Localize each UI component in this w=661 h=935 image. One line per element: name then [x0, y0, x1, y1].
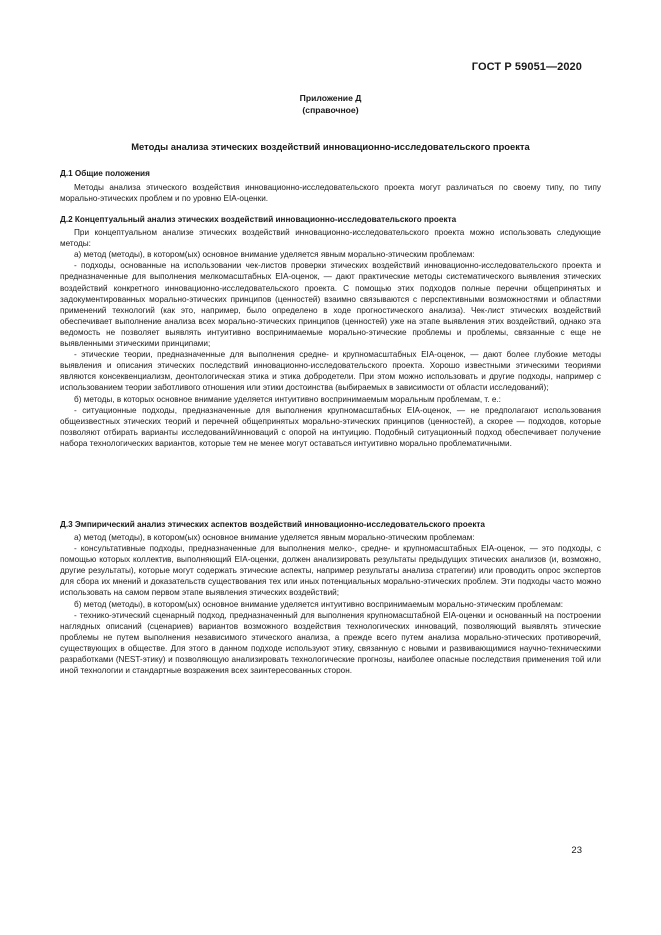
standard-number: ГОСТ Р 59051—2020: [471, 61, 582, 73]
section-heading: Д.2 Концептуальный анализ этических воздействий инновационно-исследовательского проекта: [60, 215, 457, 224]
paragraph: - ситуационные подходы, предназначенные для выполнения крупномасштабных EIA-оценок, — не предполагают использования общеизвестных этических теорий и перечней общепринятых морально-этических принципов (ценностей), а скорее — подходов, которые позволяют отбирать варианты исследований/инноваций с опорой на интуицию. Подобный ситуационный подход обеспечивает получение набора технологических вариантов, которые тем не менее могут оставаться интуитивно морально проблематичными.: [60, 405, 601, 448]
appendix-title: Приложение Д: [299, 93, 362, 103]
paragraph: - подходы, основанные на использовании чек-листов проверки этических воздействий инновационно-исследовательского проекта и предназначенные для выполнения мелкомасштабных EIA-оценок, — дают практические методы систематического выявления этических воздействий конкретного инновационно-исследовательского проекта. С помощью этих подходов полные перечни общепринятых и задокументированных морально-этических принципов (ценностей) взаимно связываются с перспективными возможностями и областями применений технологий (как это, например, было определено в ходе прогностического анализа). Чек-лист этических воздействий обеспечивает выполнение анализа всех морально-этических принципов (ценностей) уже на этапе выявления этих воздействий, однако эта ведомость не позволяет выявлять интуитивно воспринимаемые морально-этические проблемы и проблемы, связанные с еще не выявленными этическими принципами;: [60, 261, 601, 349]
document-title: Методы анализа этических воздействий инновационно-исследовательского проекта: [131, 141, 530, 152]
paragraph: При концептуальном анализе этических воздействий инновационно-исследовательского проекта можно использовать следующие методы:: [60, 228, 601, 249]
page-number: 23: [571, 845, 582, 856]
paragraph: - технико-этический сценарный подход, предназначенный для выполнения крупномасштабной EIA-оценки и основанный на построении наглядных описаний (сценариев) вариантов возможного воздействия технологических инноваций, позволяющий выявлять этические проблемы не путем выполнения независимого этического анализа, а прежде всего путем анализа морально-этических противоречий, существующих в обществе. Для этого в данном подходе используют этику, связанную с новыми и развивающимися научно-техническими разработками (NEST-этику) и позволяющую анализировать технологические прогнозы, наиболее опасные последствия применения той или иной технологии и стандартные возражения всех заинтересованных сторон.: [60, 610, 601, 676]
paragraph: - этические теории, предназначенные для выполнения средне- и крупномасштабных EIA-оценок, — дают более глубокие методы выявления и описания этических последствий инновационно-исследовательского проекта. Хорошо известными этическими теориями являются консеквенциализм, деонтологическая этика и этика добродетели. При этом можно использовать и другие подходы, например с использованием теории заботливого отношения или этики достоинства (выбираемых в зависимости от области исследований);: [60, 350, 601, 393]
paragraph: б) методы, в которых основное внимание уделяется интуитивно воспринимаемым моральным проблемам, т. е.:: [74, 394, 501, 404]
appendix-note: (справочное): [302, 105, 359, 115]
paragraph: - консультативные подходы, предназначенные для выполнения мелко-, средне- и крупномасштабных EIA-оценок, — это подходы, с помощью которых коллектив, выполняющий EIA-оценки, должен анализировать результаты предыдущих этических анализов (и, возможно, другие результаты), которые могут содержать этические аспекты, например результаты анализа стратегии) или проводить опрос экспертов для сбора их мнений и доказательств существования тех или иных потенциальных морально-этических проблем. Эти подходы часто можно использовать на самом первом этапе выявления этических воздействий;: [60, 544, 601, 598]
section-heading: Д.1 Общие положения: [60, 169, 150, 178]
section-d3: [60, 519, 601, 676]
section-d2: [60, 214, 601, 449]
paragraph: б) метод (методы), в котором(ых) основное внимание уделяется интуитивно воспринимаемым морально-этическим проблемам:: [74, 599, 564, 609]
paragraph: а) метод (методы), в котором(ых) основное внимание уделяется явным морально-этическим проблемам:: [74, 250, 475, 260]
appendix-header: [0, 92, 661, 116]
section-heading: Д.3 Эмпирический анализ этических аспектов воздействий инновационно-исследовательского проекта: [60, 520, 485, 529]
paragraph: а) метод (методы), в котором(ых) основное внимание уделяется явным морально-этическим проблемам:: [74, 533, 475, 542]
paragraph: Методы анализа этического воздействия инновационно-исследовательского проекта могут различаться по своему типу, по типу морально-этических проблем и по уровню EIA-оценки.: [60, 183, 601, 204]
section-d1: [60, 168, 601, 204]
